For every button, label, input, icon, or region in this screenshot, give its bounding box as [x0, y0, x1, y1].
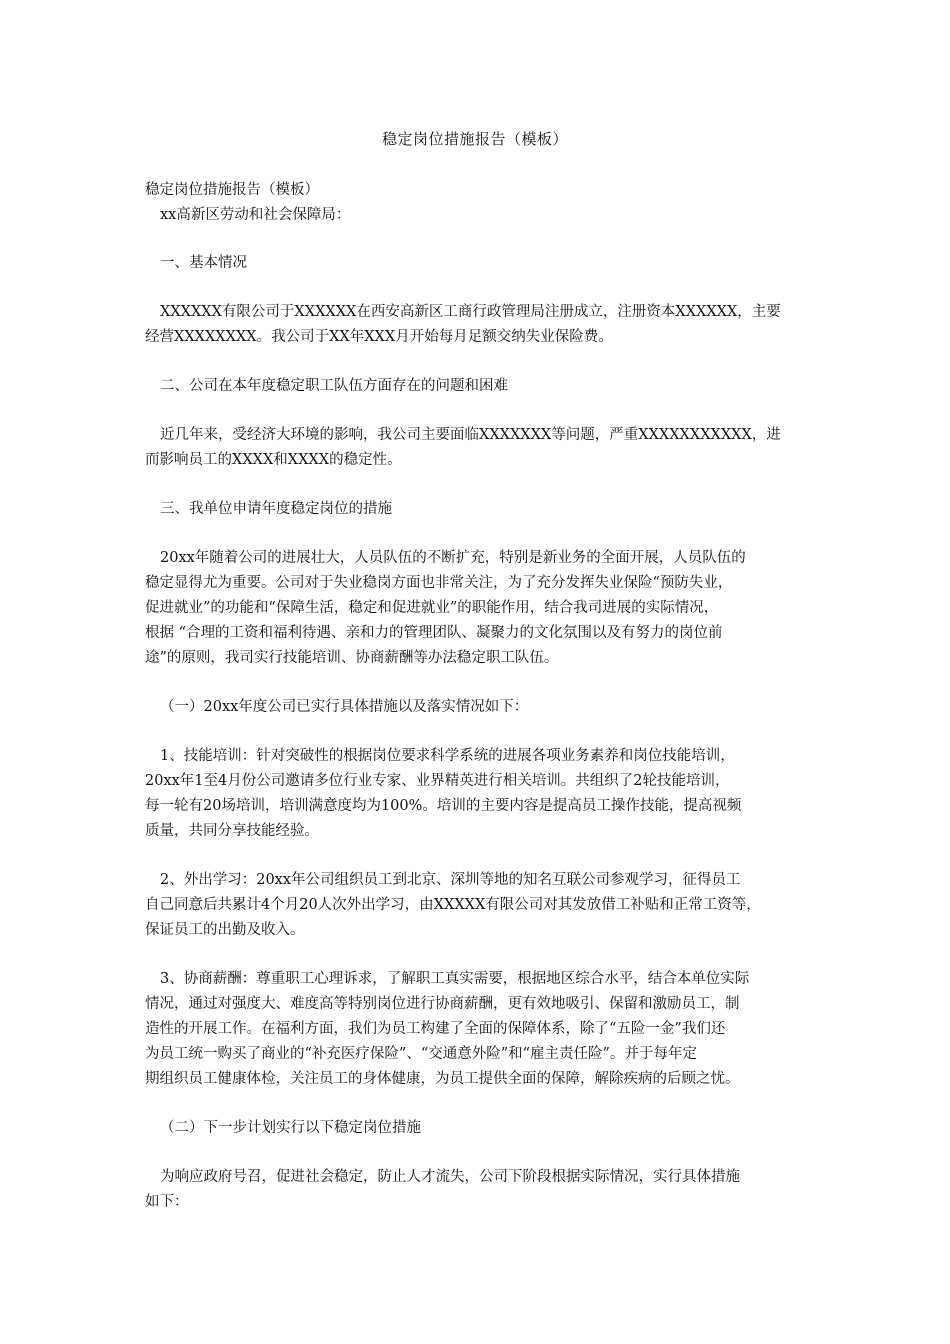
- paragraph-line: 造性的开展工作。在福利方面，我们为员工构建了全面的保障体系，除了“五险一金”我们还: [145, 1021, 726, 1037]
- document-subtitle: 稳定岗位措施报告（模板）: [145, 182, 319, 198]
- paragraph-line: 稳定显得尤为重要。公司对于失业稳岗方面也非常关注，为了充分发挥失业保险“预防失业，: [145, 575, 733, 591]
- document-title: 稳定岗位措施报告（模板）: [381, 130, 568, 148]
- paragraph-line: 如下：: [145, 1194, 189, 1210]
- subsection1-heading: （一）20xx年度公司已实行具体措施以及落实情况如下：: [160, 699, 529, 715]
- paragraph-line: 20xx年1至4月份公司邀请多位行业专家、业界精英进行相关培训。共组织了2轮技能培训，: [145, 773, 730, 789]
- paragraph-line: 期组织员工健康体检，关注员工的身体健康，为员工提供全面的保障，解除疾病的后顾之忧。: [145, 1071, 740, 1087]
- paragraph-line: 质量，共同分享技能经验。: [145, 823, 319, 839]
- addressee: xx高新区劳动和社会保障局：: [160, 207, 351, 223]
- paragraph-line: 20xx年随着公司的进展壮大，人员队伍的不断扩充，特别是新业务的全面开展，人员队伍的: [160, 550, 746, 566]
- paragraph-line: 1、技能培训：针对突破性的根据岗位要求科学系统的进展各项业务素养和岗位技能培训，: [160, 748, 735, 764]
- section3-heading: 三、我单位申请年度稳定岗位的措施: [160, 501, 392, 517]
- paragraph-line: 保证员工的出勤及收入。: [145, 922, 305, 938]
- paragraph-line: 经营XXXXXXXX。我公司于XX年XXX月开始每月足额交纳失业保险费。: [145, 329, 613, 345]
- paragraph-line: 为员工统一购买了商业的“补充医疗保险”、“交通意外险”和“雇主责任险”。并于每年定: [145, 1046, 697, 1062]
- paragraph-line: 促进就业”的功能和“保障生活，稳定和促进就业”的职能作用，结合我司进展的实际情况，: [145, 600, 719, 616]
- subsection2-heading: （二）下一步计划实行以下稳定岗位措施: [160, 1120, 421, 1136]
- paragraph-line: XXXXXX有限公司于XXXXXX在西安高新区工商行政管理局注册成立，注册资本XXXXXX，主要: [160, 304, 781, 320]
- paragraph-line: 每一轮有20场培训，培训满意度均为100%。培训的主要内容是提高员工操作技能，提高视频: [145, 798, 742, 814]
- paragraph-line: 情况，通过对强度大、难度高等特别岗位进行协商薪酬，更有效地吸引、保留和激励员工，制: [145, 996, 740, 1012]
- section2-heading: 二、公司在本年度稳定职工队伍方面存在的问题和困难: [160, 378, 508, 394]
- paragraph-line: 而影响员工的XXXX和XXXX的稳定性。: [145, 452, 402, 468]
- paragraph-line: 2、外出学习：20xx年公司组织员工到北京、深圳等地的知名互联公司参观学习，征得员工: [160, 872, 741, 888]
- document-body: [145, 178, 805, 1215]
- paragraph-line: 根据 “合理的工资和福利待遇、亲和力的管理团队、凝聚力的文化氛围以及有努力的岗位前: [145, 625, 723, 641]
- section1-heading: 一、基本情况: [160, 255, 247, 271]
- paragraph-line: 为响应政府号召，促进社会稳定，防止人才流失，公司下阶段根据实际情况，实行具体措施: [160, 1169, 740, 1185]
- paragraph-line: 3、协商薪酬：尊重职工心理诉求，了解职工真实需要，根据地区综合水平，结合本单位实际: [160, 971, 750, 987]
- paragraph-line: 自己同意后共累计4个月20人次外出学习，由XXXXX有限公司对其发放借工补贴和正常工资等，: [145, 897, 761, 913]
- paragraph-line: 近几年来，受经济大环境的影响，我公司主要面临XXXXXXX等问题，严重XXXXXXXXXXX，进: [160, 427, 781, 443]
- paragraph-line: 途”的原则，我司实行技能培训、协商薪酬等办法稳定职工队伍。: [145, 650, 559, 666]
